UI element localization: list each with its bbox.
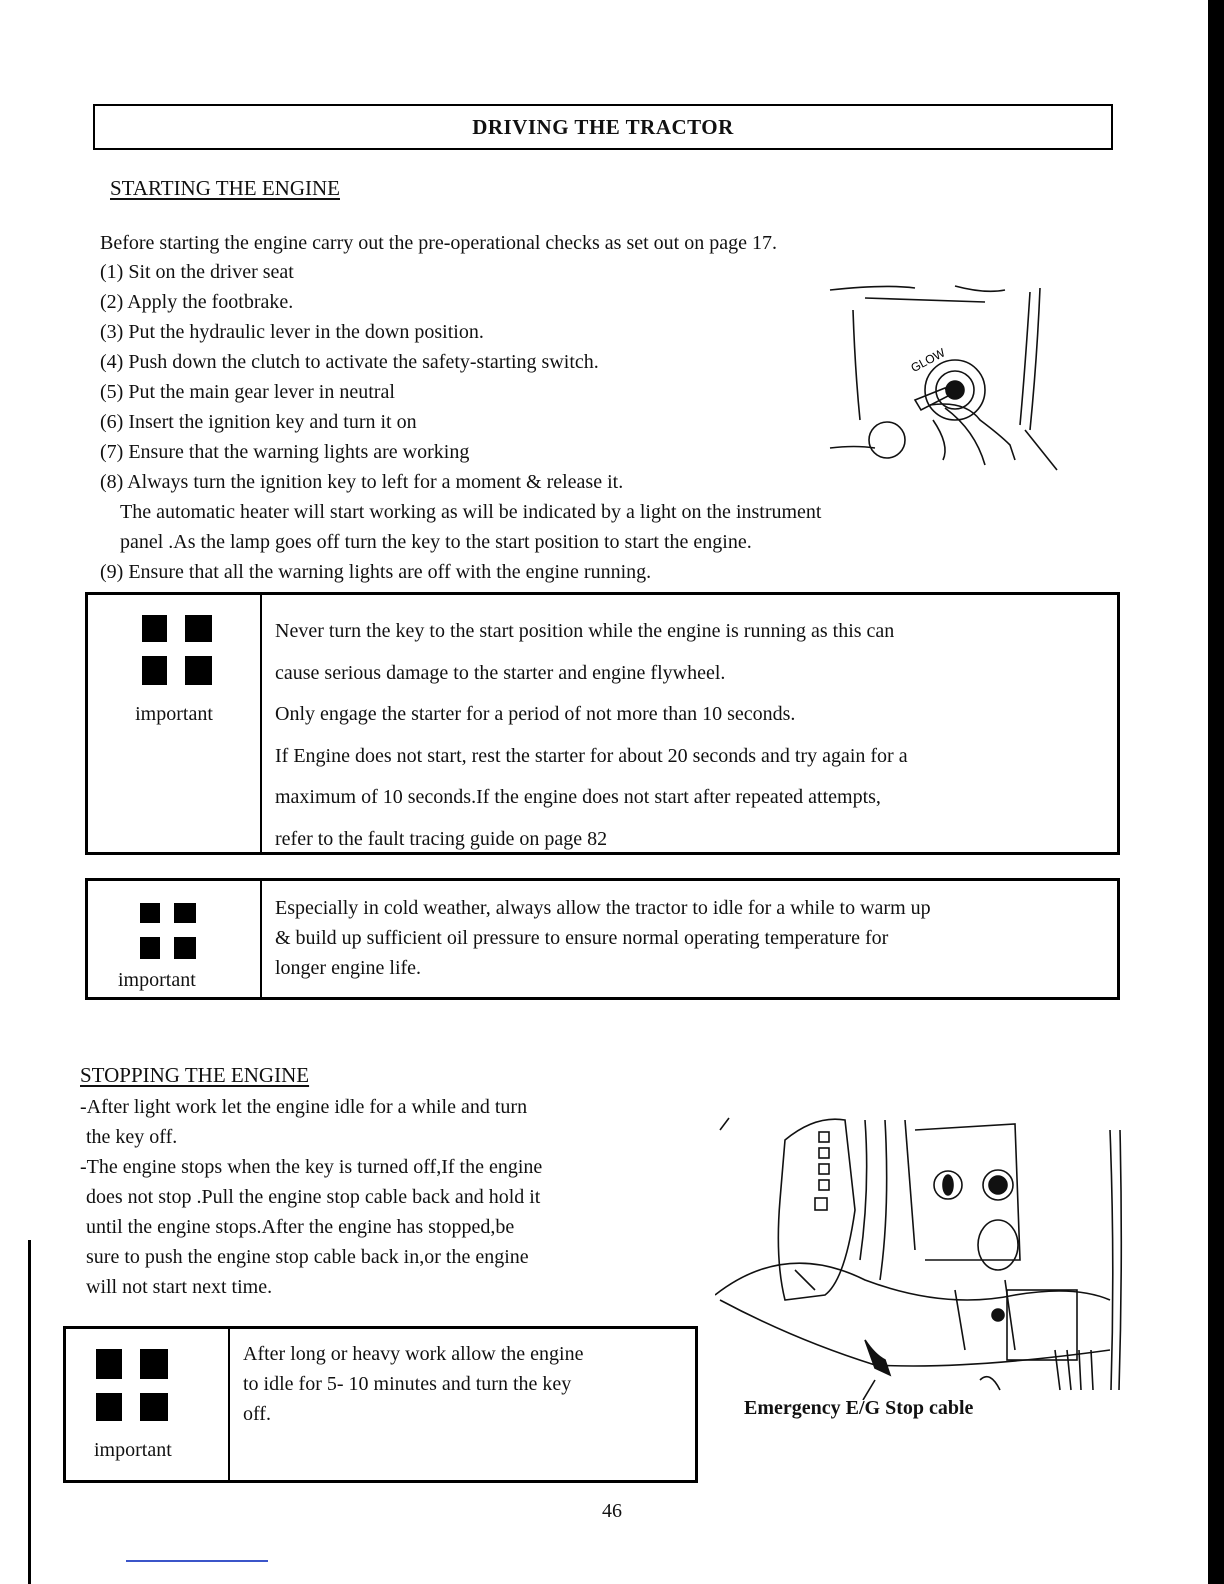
notice-line: maximum of 10 seconds.If the engine does not start after repeated attempts, (275, 786, 881, 808)
paragraph-line: -The engine stops when the key is turned off,If the engine (80, 1156, 543, 1178)
scan-edge-right (1208, 0, 1224, 1584)
notice-line: to idle for 5- 10 minutes and turn the key (243, 1373, 572, 1395)
notice-line: Especially in cold weather, always allow the tractor to idle for a while to warm up (275, 897, 931, 919)
important-badge (88, 881, 262, 997)
notice-line: After long or heavy work allow the engine (243, 1343, 584, 1365)
starting-steps (100, 257, 821, 587)
page-number: 46 (602, 1500, 622, 1522)
list-item: (5) Put the main gear lever in neutral (100, 381, 395, 403)
notice-line: Never turn the key to the start position while the engine is running as this can (275, 620, 895, 642)
page-title-box (93, 104, 1113, 150)
warning-cross-icon (140, 903, 196, 959)
list-item-continuation: The automatic heater will start working as will be indicated by a light on the instrument (120, 501, 822, 523)
stopping-text (80, 1092, 542, 1302)
starting-intro: Before starting the engine carry out the pre-operational checks as set out on page 17. (100, 232, 777, 254)
paragraph-line: does not stop .Pull the engine stop cable back and hold it (86, 1186, 541, 1208)
page-title: DRIVING THE TRACTOR (472, 114, 734, 139)
scan-edge-left (28, 1240, 31, 1584)
notice-line: refer to the fault tracing guide on page 82 (275, 827, 608, 850)
warning-cross-icon (96, 1349, 168, 1421)
glow-label: GLOW (908, 345, 948, 375)
important-label: important (118, 969, 196, 991)
paragraph-line: -After light work let the engine idle for a while and turn (80, 1096, 528, 1118)
important-label: important (94, 1439, 172, 1461)
list-item: (9) Ensure that all the warning lights are off with the engine running. (100, 561, 652, 583)
stop-cable-caption: Emergency E/G Stop cable (744, 1397, 974, 1419)
paragraph-line: sure to push the engine stop cable back in,or the engine (86, 1246, 529, 1268)
notice-line: off. (243, 1403, 271, 1425)
notice-line: Only engage the starter for a period of not more than 10 seconds. (275, 703, 796, 725)
list-item: (3) Put the hydraulic lever in the down position. (100, 321, 484, 343)
important-badge (88, 595, 262, 852)
important-badge (66, 1329, 230, 1480)
important-notice-idle (63, 1326, 698, 1483)
paragraph-line: the key off. (86, 1126, 178, 1148)
list-item: (7) Ensure that the warning lights are working (100, 441, 470, 463)
list-item: (8) Always turn the ignition key to left for a moment & release it. (100, 471, 624, 493)
notice-line: longer engine life. (275, 957, 422, 979)
list-item: (4) Push down the clutch to activate the safety-starting switch. (100, 351, 599, 373)
warning-cross-icon (142, 615, 212, 685)
ignition-key-illustration (825, 280, 1065, 475)
notice-line: If Engine does not start, rest the starter for about 20 seconds and try again for a (275, 744, 908, 767)
list-item: (6) Insert the ignition key and turn it on (100, 411, 417, 433)
important-notice-starter (85, 592, 1120, 855)
notice-line: cause serious damage to the starter and engine flywheel. (275, 661, 726, 684)
important-notice-cold-weather (85, 878, 1120, 1000)
list-item: (2) Apply the footbrake. (100, 291, 294, 313)
scan-underline-mark (126, 1560, 268, 1562)
paragraph-line: until the engine stops.After the engine has stopped,be (86, 1216, 515, 1238)
paragraph-line: will not start next time. (86, 1276, 273, 1298)
stopping-heading: STOPPING THE ENGINE (80, 1063, 310, 1087)
important-label: important (135, 703, 213, 725)
notice-text (262, 881, 1117, 997)
notice-line: & build up sufficient oil pressure to ensure normal operating temperature for (275, 927, 889, 949)
stop-cable-illustration (715, 1110, 1135, 1400)
list-item-continuation: panel .As the lamp goes off turn the key to the start position to start the engine. (120, 531, 752, 553)
starting-heading: STARTING THE ENGINE (110, 176, 340, 200)
notice-text (230, 1329, 695, 1480)
notice-text (262, 595, 1117, 852)
list-item: (1) Sit on the driver seat (100, 261, 294, 283)
